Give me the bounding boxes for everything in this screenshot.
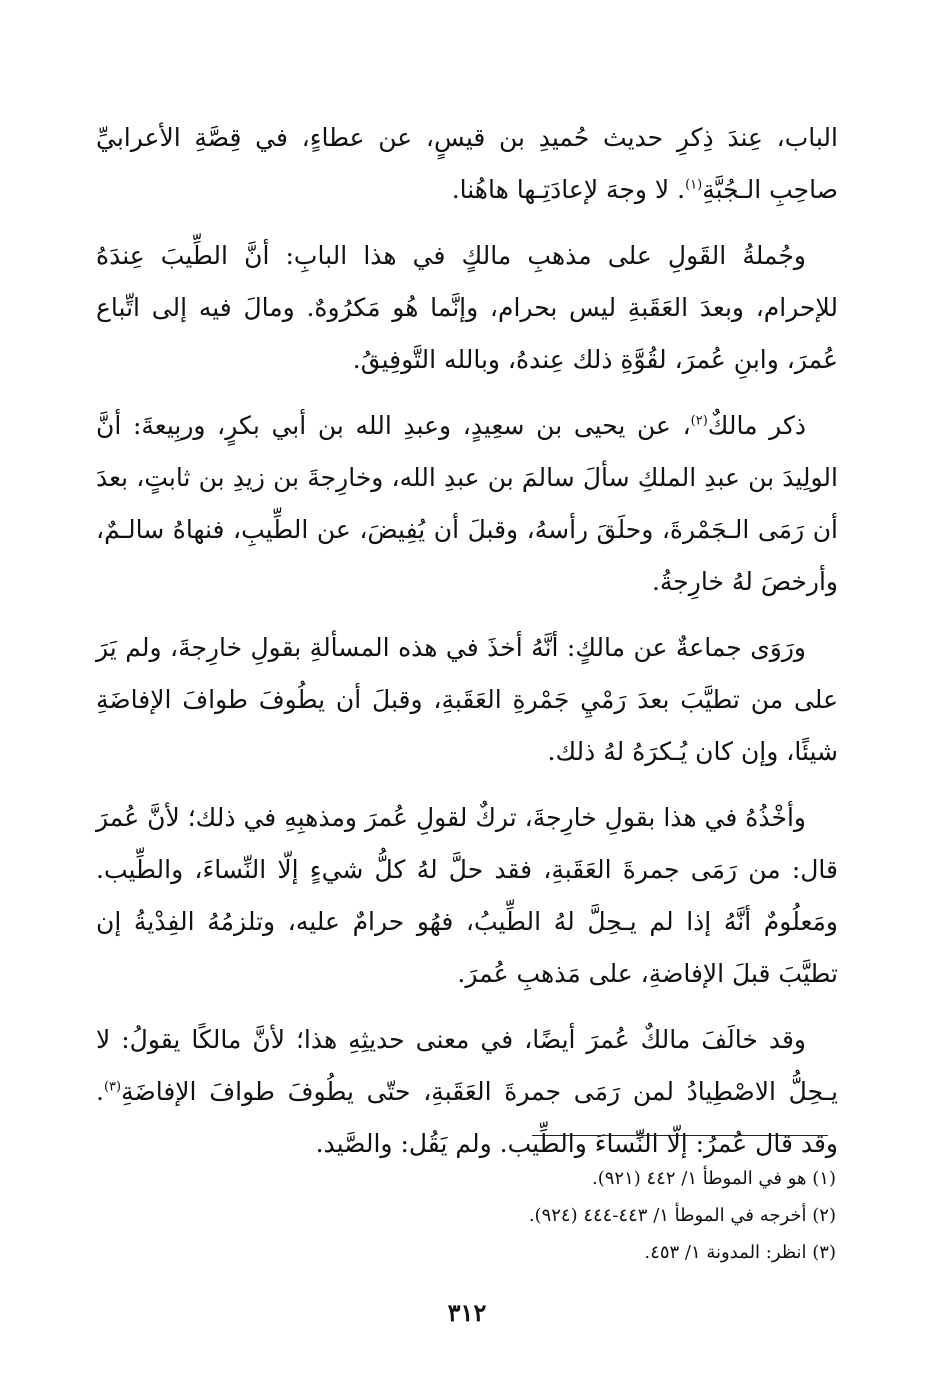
footnote-ref-1: (١) [685,177,703,193]
footnote-2: (٢) أخرجه في الموطأ ١/ ٤٤٣-٤٤٤ (٩٢٤). [528,1205,836,1226]
footnotes [96,1160,836,1271]
paragraph-3 [96,400,838,608]
paragraph-6 [96,1014,838,1170]
paragraph-5 [96,792,838,1000]
footnote-ref-2: (٢) [690,413,708,429]
paragraph-text: . وقد قال عُمرُ: إلّا النِّساءَ والطِّيب. ولم يَقُل: والصَّيد. [96,1077,838,1158]
paragraph-2 [96,230,838,386]
paragraph-text: وجُملةُ القَولِ على مذهبِ مالكٍ في هذا البابِ: أنَّ الطِّيبَ عِندَهُ للإحرام، وبعدَ العَقَبةِ ليس بحرام، وإنَّما هُو مَكرُوهٌ. ومالَ فيه إلى اتِّباع عُمرَ، وابنِ عُمرَ، لقُوَّةِ ذلك عِندهُ، وبالله التَّوفِيقُ. [96,241,838,374]
main-text [96,112,838,1184]
paragraph-text: ذكر مالكٌ [707,411,806,440]
page-number: ٣١٢ [447,1298,487,1327]
paragraph-text: ورَوَى جماعةٌ عن مالكٍ: أنَّهُ أخذَ في هذه المسألةِ بقولِ خارِجةَ، ولم يَرَ على من تطيَّبَ بعدَ رَمْيِ جَمْرةِ العَقَبةِ، وقبلَ أن يطُوفَ طوافَ الإفاضَةِ شيئًا، وإن كان يُـكرَهُ لهُ ذلك. [96,633,838,766]
paragraph-4 [96,622,838,778]
paragraph-text: الباب، عِندَ ذِكرِ حديث حُميدِ بن قيسٍ، عن عطاءٍ، في قِصَّةِ الأعرابيِّ صاحِبِ الـجُبَّةِ [96,123,838,204]
paragraph-text: وأخْذُهُ في هذا بقولِ خارِجةَ، تركٌ لقولِ عُمرَ ومذهبِهِ في ذلك؛ لأنَّ عُمرَ قال: من رَمَى جمرةَ العَقَبةِ، فقد حلَّ لهُ كلُّ شيءٍ إلّا النِّساءَ، والطِّيب. ومَعلُومٌ أنَّهُ إذا لم يـحِلَّ لهُ الطِّيبُ، فهُو حرامٌ عليه، وتلزمُهُ الفِدْيةُ إن تطيَّبَ قبلَ الإفاضةِ، على مَذهبِ عُمرَ. [96,803,838,988]
footnote-divider [532,1135,828,1136]
paragraph-text: ، عن يحيى بن سعِيدٍ، وعبدِ الله بن أبي بكرٍ، وربِيعةَ: أنَّ الولِيدَ بن عبدِ الملكِ سألَ سالمَ بن عبدِ الله، وخارِجةَ بن زيدِ بن ثابتٍ، بعدَ أن رَمَى الـجَمْرةَ، وحلَقَ رأسهُ، وقبلَ أن يُفِيضَ، عن الطِّيبِ، فنهاهُ سالـمٌ، وأرخصَ لهُ خارِجةُ. [96,411,838,596]
paragraph-text: . لا وجهَ لإعادَتِـها هاهُنا. [451,175,686,204]
footnote-1: (١) هو في الموطأ ١/ ٤٤٢ (٩٢١). [591,1168,836,1189]
paragraph-1 [96,112,838,216]
footnote-3: (٣) انظر: المدونة ١/ ٤٥٣. [644,1242,836,1263]
paragraph-text: وقد خالَفَ مالكٌ عُمرَ أيضًا، في معنى حديثِهِ هذا؛ لأنَّ مالكًا يقولُ: لا يـحِلُّ الاصْطِيادُ لمن رَمَى جمرةَ العَقَبةِ، حتّى يطُوفَ طوافَ الإفاضَةِ [96,1025,838,1106]
footnote-ref-3: (٣) [103,1079,122,1095]
